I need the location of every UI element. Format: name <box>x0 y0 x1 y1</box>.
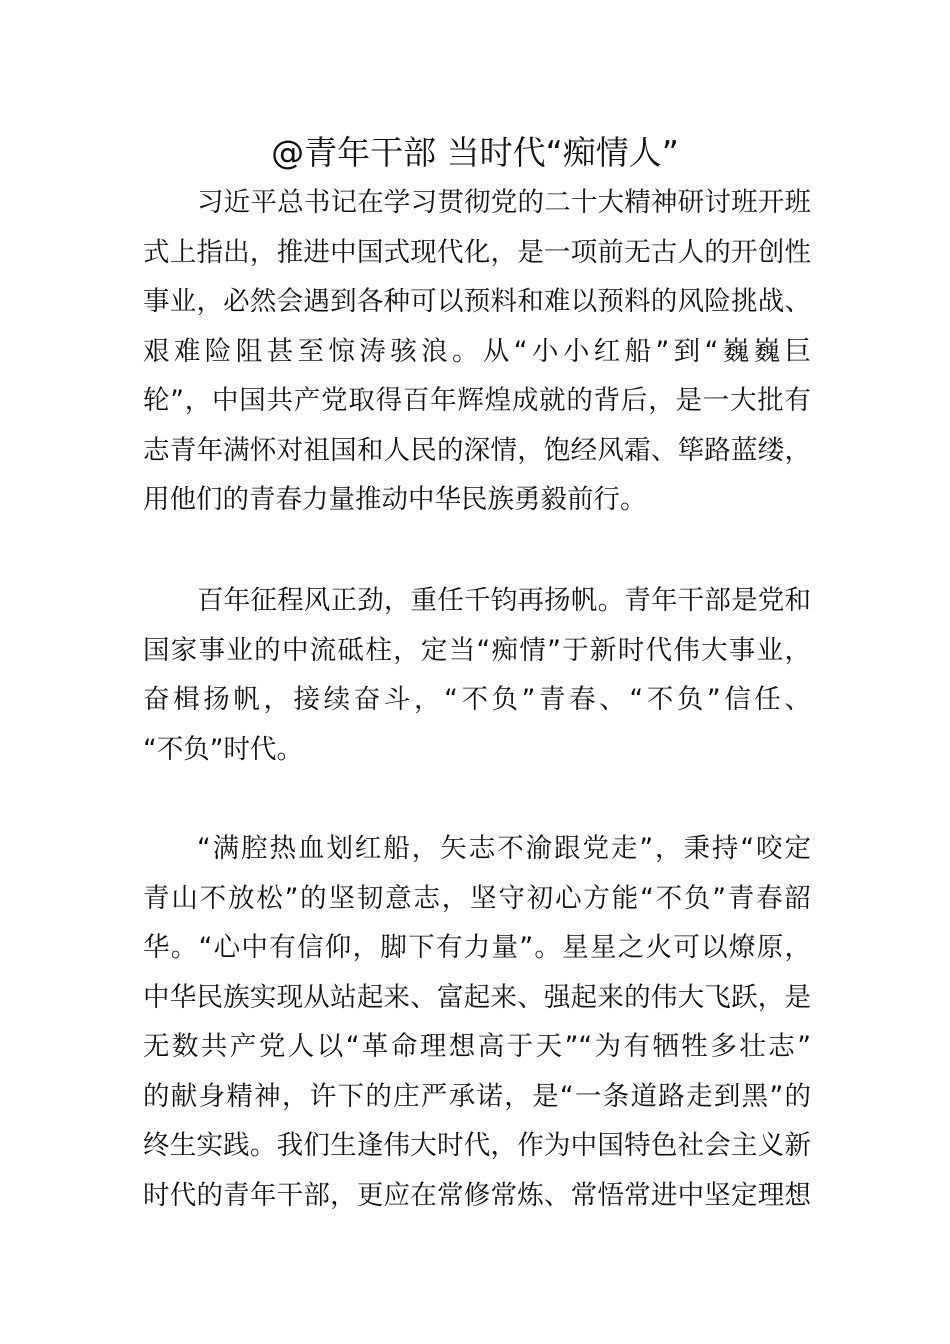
paragraph-line: “满腔热血划红船，矢志不渝跟党走”，秉持“咬定 <box>197 833 811 864</box>
paragraph-line: 百年征程风正劲，重任千钧再扬帆。青年干部是党和 <box>197 585 811 616</box>
paragraph-line: 青山不放松”的坚韧意志，坚守初心方能“不负”青春韶 <box>143 882 811 914</box>
paragraph-line: 艰难险阻甚至惊涛骇浪。从“小小红船”到“巍巍巨 <box>143 335 811 367</box>
paragraph-line: 用他们的青春力量推动中华民族勇毅前行。 <box>143 484 647 515</box>
paragraph-3 <box>143 824 811 1220</box>
paragraph-line: “不负”时代。 <box>143 733 303 765</box>
paragraph-line: 奋楫扬帆，接续奋斗，“不负”青春、“不负”信任、 <box>143 684 811 715</box>
paragraph-line: 式上指出，推进中国式现代化，是一项前无古人的开创性 <box>143 236 811 268</box>
document-title: @青年干部 当时代“痴情人” <box>271 133 679 172</box>
paragraph-2 <box>143 576 811 774</box>
paragraph-line: 的献身精神，许下的庄严承诺，是“一条道路走到黑”的 <box>143 1080 811 1112</box>
paragraph-line: 时代的青年干部，更应在常修常炼、常悟常进中坚定理想 <box>143 1179 811 1211</box>
paragraph-1 <box>143 178 811 525</box>
paragraph-line: 轮”，中国共产党取得百年辉煌成就的背后，是一大批有 <box>143 385 811 416</box>
paragraph-line: 志青年满怀对祖国和人民的深情，饱经风霜、筚路蓝缕， <box>143 434 811 466</box>
paragraph-line: 无数共产党人以“革命理想高于天”“为有牺牲多壮志” <box>143 1031 811 1062</box>
paragraph-line: 华。“心中有信仰，脚下有力量”。星星之火可以燎原， <box>143 932 811 963</box>
paragraph-line: 中华民族实现从站起来、富起来、强起来的伟大飞跃，是 <box>143 981 811 1013</box>
paragraph-line: 习近平总书记在学习贯彻党的二十大精神研讨班开班 <box>197 187 811 218</box>
paragraph-line: 终生实践。我们生逢伟大时代，作为中国特色社会主义新 <box>143 1130 811 1161</box>
paragraph-line: 国家事业的中流砥柱，定当“痴情”于新时代伟大事业， <box>143 634 811 666</box>
paragraph-line: 事业，必然会遇到各种可以预料和难以预料的风险挑战、 <box>143 286 811 317</box>
